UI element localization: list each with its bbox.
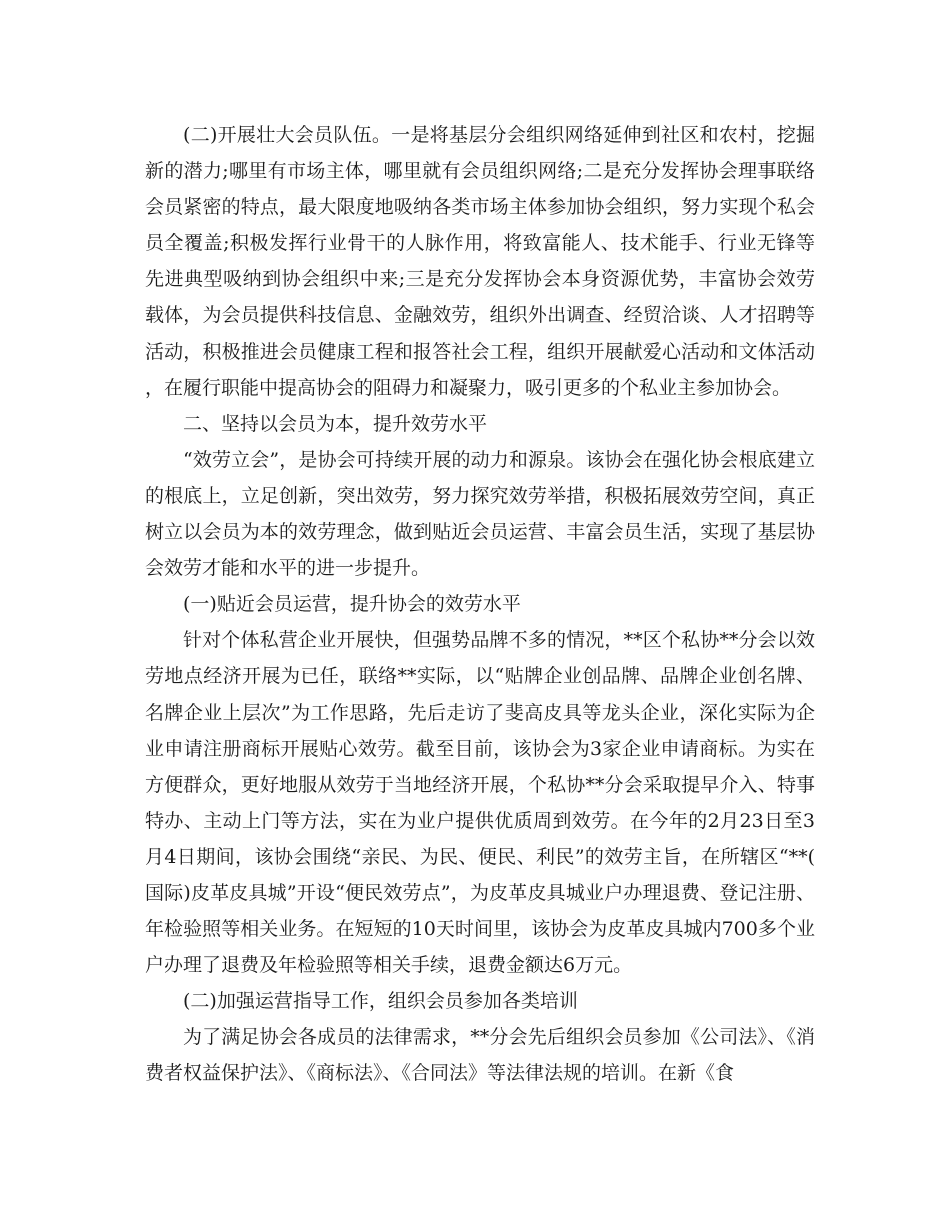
subsection-heading-training: (二)加强运营指导工作，组织会员参加各类培训 bbox=[183, 990, 578, 1013]
section-heading-member-service: 二、坚持以会员为本，提升效劳水平 bbox=[183, 412, 488, 435]
paragraph-legal-training: 为了满足协会各成员的法律需求，**分会先后组织会员参加《公司法》、《消费者权益保护法》、《商标法》、《合同法》等法律法规的培训。在新《食 bbox=[145, 1026, 815, 1085]
document-body bbox=[145, 117, 815, 1092]
paragraph-expand-membership: (二)开展壮大会员队伍。一是将基层分会组织网络延伸到社区和农村，挖掘新的潜力;哪里有市场主体，哪里就有会员组织网络;二是充分发挥协会理事联络会员紧密的特点，最大限度地吸纳各类市场主体参加协会组织，努力实现个私会员全覆盖;积极发挥行业骨干的人脉作用，将致富能人、技术能手、行业无锋等先进典型吸纳到协会组织中来;三是充分发挥协会本身资源优势，丰富协会效劳载体，为会员提供科技信息、金融效劳，组织外出调查、经贸洽谈、人才招聘等活动，积极推进会员健康工程和报答社会工程，组织开展献爱心活动和文体活动，在履行职能中提高协会的阻碍力和凝聚力，吸引更多的个私业主参加协会。 bbox=[145, 124, 815, 399]
paragraph-brand-service: 针对个体私营企业开展快，但强势品牌不多的情况，**区个私协**分会以效劳地点经济开展为已任，联络**实际，以“贴牌企业创品牌、品牌企业创名牌、名牌企业上层次”为工作思路，先后走访了斐高皮具等龙头企业，深化实际为企业申请注册商标开展贴心效劳。截至目前，该协会为3家企业申请商标。为实在方便群众，更好地服从效劳于当地经济开展，个私协**分会采取提早介入、特事特办、主动上门等方法，实在为业户提供优质周到效劳。在今年的2月23日至3月4日期间，该协会围绕“亲民、为民、便民、利民”的效劳主旨，在所辖区“**(国际)皮革皮具城”开设“便民效劳点”，为皮革皮具城业户办理退费、登记注册、年检验照等相关业务。在短短的10天时间里，该协会为皮革皮具城内700多个业户办理了退费及年检验照等相关手续，退费金额达6万元。 bbox=[145, 629, 815, 977]
paragraph-service-philosophy: “效劳立会”，是协会可持续开展的动力和源泉。该协会在强化协会根底建立的根底上，立足创新，突出效劳，努力探究效劳举措，积极拓展效劳空间，真正树立以会员为本的效劳理念，做到贴近会员运营、丰富会员生活，实现了基层协会效劳才能和水平的进一步提升。 bbox=[145, 448, 815, 580]
subsection-heading-close-to-members: (一)贴近会员运营，提升协会的效劳水平 bbox=[183, 593, 521, 616]
